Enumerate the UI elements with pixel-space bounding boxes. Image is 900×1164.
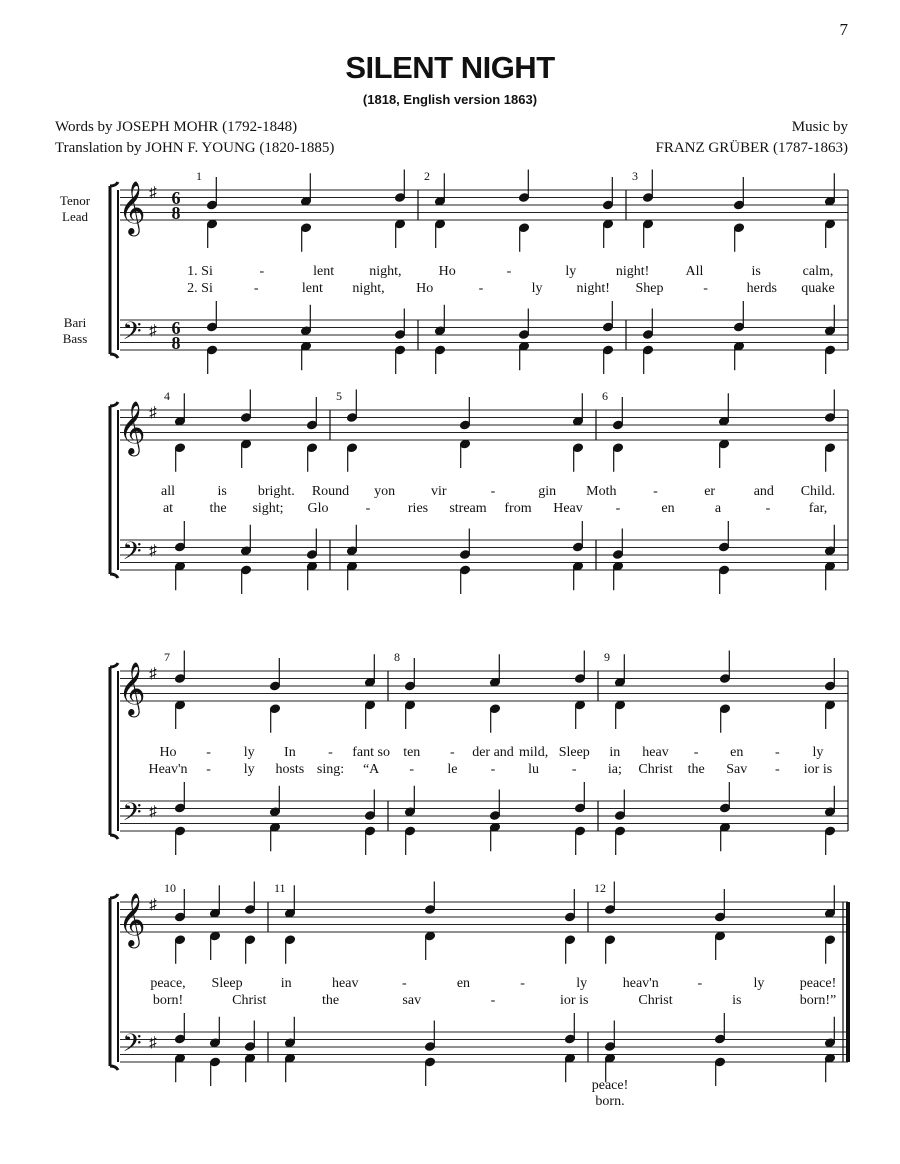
lyric-syllable: en [661, 501, 675, 516]
time-signature: 8 [171, 333, 181, 353]
measure-number: 4 [164, 389, 170, 403]
system-bracket [110, 182, 118, 358]
system-bracket [110, 894, 118, 1070]
bass-clef-icon: 𝄢 [122, 538, 142, 571]
lyric-syllable: a [714, 501, 722, 516]
lyric-syllable: Christ [232, 993, 267, 1008]
lyric-syllable: ly [565, 264, 577, 279]
system-4 [110, 881, 848, 1109]
lyric-syllable: Ho [438, 264, 456, 279]
lyric-syllable: 2. Si [187, 281, 213, 296]
lyric-syllable: Moth [586, 484, 617, 499]
lyric-syllable: ries [407, 501, 429, 516]
measure-number: 1 [196, 169, 202, 183]
measure-number: 6 [602, 389, 608, 403]
bass-lyric: born. [595, 1094, 625, 1109]
voice-label-lead: Lead [62, 209, 88, 224]
song-title: SILENT NIGHT [345, 50, 555, 85]
sharp-icon: ♯ [149, 897, 157, 913]
voice-label-tenor: Tenor [59, 193, 91, 208]
system-bracket [110, 663, 118, 839]
voice-label-bari: Bari [63, 315, 87, 330]
lyric-syllable: Sleep [558, 745, 590, 760]
lyric-syllable: All [685, 264, 704, 279]
lyric-syllable: herds [746, 281, 777, 296]
lyric-syllable: Christ [638, 993, 673, 1008]
lyric-syllable: - [206, 762, 211, 777]
lyric-syllable: ly [243, 745, 255, 760]
lyric-syllable: - [697, 976, 703, 991]
lyric-syllable: - [765, 501, 771, 516]
lyric-syllable: lu [528, 762, 540, 777]
lyric-syllable: - [409, 762, 415, 777]
lyric-syllable: ly [576, 976, 588, 991]
lyric-syllable: Glo [307, 501, 329, 516]
lyric-syllable: - [490, 993, 496, 1008]
measure-number: 5 [336, 389, 342, 403]
lyric-syllable: - [775, 762, 780, 777]
lyric-syllable: - [206, 745, 211, 760]
sharp-icon: ♯ [149, 185, 157, 201]
sharp-icon: ♯ [149, 543, 157, 559]
lyric-syllable: Ho [159, 745, 177, 760]
lyric-syllable: 1. Si [187, 264, 213, 279]
lyric-syllable: lent [301, 281, 323, 296]
lyric-syllable: - [703, 281, 708, 296]
lyric-syllable: night! [576, 281, 610, 296]
lyric-syllable: - [450, 745, 455, 760]
lyric-syllable: - [615, 501, 621, 516]
lyric-syllable: born! [152, 993, 184, 1008]
lyric-syllable: bright. [257, 484, 295, 499]
system-bracket [110, 402, 118, 578]
lyric-syllable: quake [801, 281, 835, 296]
treble-clef-icon: 𝄞 [118, 663, 146, 714]
lyric-syllable: from [504, 501, 532, 516]
bass-lyric: peace! [591, 1078, 629, 1093]
lyric-syllable: In [284, 745, 296, 760]
music-label: Music by [791, 119, 848, 135]
measure-number: 8 [394, 650, 400, 664]
lyric-syllable: the [321, 993, 340, 1008]
lyric-syllable: Sleep [211, 976, 243, 991]
translation-credit: Translation by JOHN F. YOUNG (1820-1885) [55, 140, 335, 156]
lyric-syllable: lent [313, 264, 335, 279]
lyric-syllable: - [490, 762, 496, 777]
lyric-syllable: ten [403, 745, 421, 760]
lyric-syllable: calm, [802, 264, 834, 279]
words-credit: Words by JOSEPH MOHR (1792-1848) [55, 119, 298, 135]
lyric-syllable: - [490, 484, 496, 499]
voice-label-bass: Bass [62, 331, 88, 346]
lyric-syllable: ly [753, 976, 765, 991]
lyric-syllable: ior is [560, 993, 589, 1008]
lyric-syllable: - [253, 281, 259, 296]
lyric-syllable: in [280, 976, 292, 991]
lyric-syllable: and [753, 484, 774, 499]
lyric-syllable: vir [431, 484, 447, 499]
lyric-syllable: night, [369, 264, 402, 279]
treble-clef-icon: 𝄞 [118, 894, 146, 945]
sharp-icon: ♯ [149, 666, 157, 682]
lyric-syllable: hosts [275, 762, 305, 777]
lyric-syllable: Ho [416, 281, 434, 296]
lyric-syllable: - [478, 281, 484, 296]
lyric-syllable: is [217, 484, 227, 499]
lyric-syllable: - [520, 976, 525, 991]
bass-clef-icon: 𝄢 [122, 799, 142, 832]
lyric-syllable: - [402, 976, 407, 991]
system-3 [110, 650, 848, 855]
lyric-syllable: Christ [638, 762, 673, 777]
lyric-syllable: sing: [316, 762, 345, 777]
lyric-syllable: night, [352, 281, 385, 296]
measure-number: 3 [632, 169, 638, 183]
sharp-icon: ♯ [149, 804, 157, 820]
lyric-syllable: gin [538, 484, 557, 499]
lyric-syllable: heav'n [622, 976, 659, 991]
lyric-syllable: stream [449, 501, 487, 516]
lyric-syllable: sav [402, 993, 422, 1008]
lyric-syllable: Round [311, 484, 350, 499]
time-signature: 6 [171, 318, 181, 338]
lyric-syllable: ior is [803, 762, 833, 777]
lyric-syllable: mild, [519, 745, 549, 760]
lyric-syllable: all [161, 484, 175, 499]
lyric-syllable: Shep [635, 281, 664, 296]
lyric-syllable: peace! [799, 976, 837, 991]
lyric-syllable: ly [243, 762, 255, 777]
lyric-syllable: heav [642, 745, 669, 760]
lyric-syllable: - [571, 762, 577, 777]
lyric-syllable: in [609, 745, 621, 760]
song-subtitle: (1818, English version 1863) [362, 92, 538, 107]
lyric-syllable: le [447, 762, 458, 777]
lyric-syllable: peace, [150, 976, 186, 991]
lyric-syllable: is [751, 264, 761, 279]
lyric-syllable: heav [332, 976, 359, 991]
treble-clef-icon: 𝄞 [118, 182, 146, 233]
system-1 [60, 169, 848, 374]
lyric-syllable: ly [812, 745, 824, 760]
bass-clef-icon: 𝄢 [122, 1030, 142, 1063]
lyric-syllable: ly [531, 281, 543, 296]
sharp-icon: ♯ [149, 323, 157, 339]
lyric-syllable: - [328, 745, 333, 760]
lyric-syllable: the [687, 762, 705, 777]
lyric-syllable: night! [615, 264, 650, 279]
lyric-syllable: far, [808, 501, 828, 516]
lyric-syllable: at [162, 501, 174, 516]
lyric-syllable: ia; [607, 762, 622, 777]
lyric-syllable: - [259, 264, 265, 279]
lyric-syllable: Child. [800, 484, 836, 499]
measure-number: 7 [164, 650, 170, 664]
lyric-syllable: Heav [553, 501, 583, 516]
lyric-syllable: er [704, 484, 716, 499]
lyric-syllable: - [775, 745, 780, 760]
measure-number: 10 [164, 881, 176, 895]
bass-clef-icon: 𝄢 [122, 318, 142, 351]
lyric-syllable: en [456, 976, 471, 991]
measure-number: 9 [604, 650, 610, 664]
system-2 [110, 389, 848, 594]
lyric-syllable: Sav [726, 762, 748, 777]
lyric-syllable: born!” [799, 993, 837, 1008]
lyric-syllable: “A [362, 762, 380, 777]
composer-credit: FRANZ GRÜBER (1787-1863) [655, 140, 848, 156]
lyric-syllable: der and [472, 745, 514, 760]
lyric-syllable: sight; [252, 501, 284, 516]
sharp-icon: ♯ [149, 405, 157, 421]
lyric-syllable: yon [374, 484, 396, 499]
lyric-syllable: - [693, 745, 699, 760]
treble-clef-icon: 𝄞 [118, 402, 146, 453]
lyric-syllable: fant so [352, 745, 390, 760]
measure-number: 11 [274, 881, 286, 895]
lyric-syllable: is [732, 993, 742, 1008]
time-signature: 8 [171, 203, 181, 223]
sharp-icon: ♯ [149, 1035, 157, 1051]
time-signature: 6 [171, 188, 181, 208]
lyric-syllable: the [209, 501, 227, 516]
lyric-syllable: en [730, 745, 744, 760]
measure-number: 2 [424, 169, 430, 183]
page-number: 7 [839, 20, 848, 39]
lyric-syllable: - [365, 501, 371, 516]
lyric-syllable: - [653, 484, 658, 499]
lyric-syllable: - [506, 264, 512, 279]
lyric-syllable: Heav'n [148, 762, 188, 777]
measure-number: 12 [594, 881, 606, 895]
